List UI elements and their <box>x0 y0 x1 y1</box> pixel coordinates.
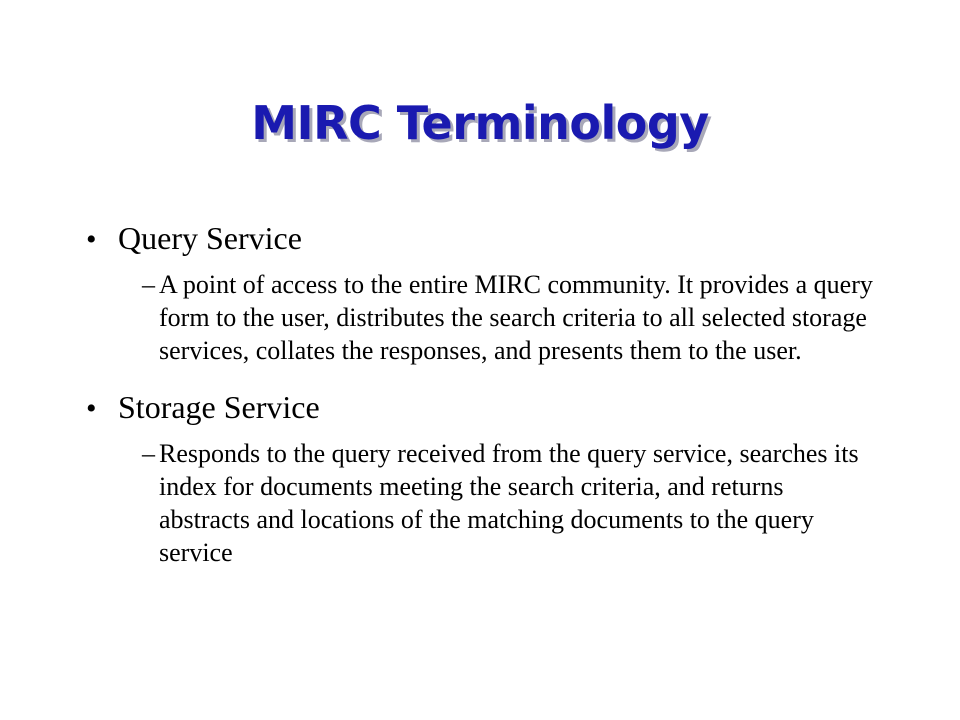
term-description-row <box>142 268 886 367</box>
term-description-row <box>142 437 886 569</box>
slide-title: MIRC Terminology <box>251 96 709 150</box>
bullet-storage-service <box>86 387 886 429</box>
dash-icon: – <box>142 270 155 299</box>
bullet-query-service <box>86 218 886 260</box>
term-heading: Query Service <box>118 220 302 256</box>
term-heading: Storage Service <box>118 389 320 425</box>
term-description: Responds to the query received from the query service, searches its index for documents meeting the search criteria, and returns abstracts and locations of the matching documents to the query service <box>159 439 859 567</box>
term-description: A point of access to the entire MIRC community. It provides a query form to the user, distributes the search criteria to all selected storage services, collates the responses, and presents them to the user. <box>159 270 873 365</box>
bullet-dot-icon: • <box>86 392 97 425</box>
term-item-storage-service <box>86 387 886 569</box>
term-item-query-service <box>86 218 886 367</box>
bullet-dot-icon: • <box>86 223 97 256</box>
dash-icon: – <box>142 439 155 468</box>
slide-content <box>86 218 886 569</box>
